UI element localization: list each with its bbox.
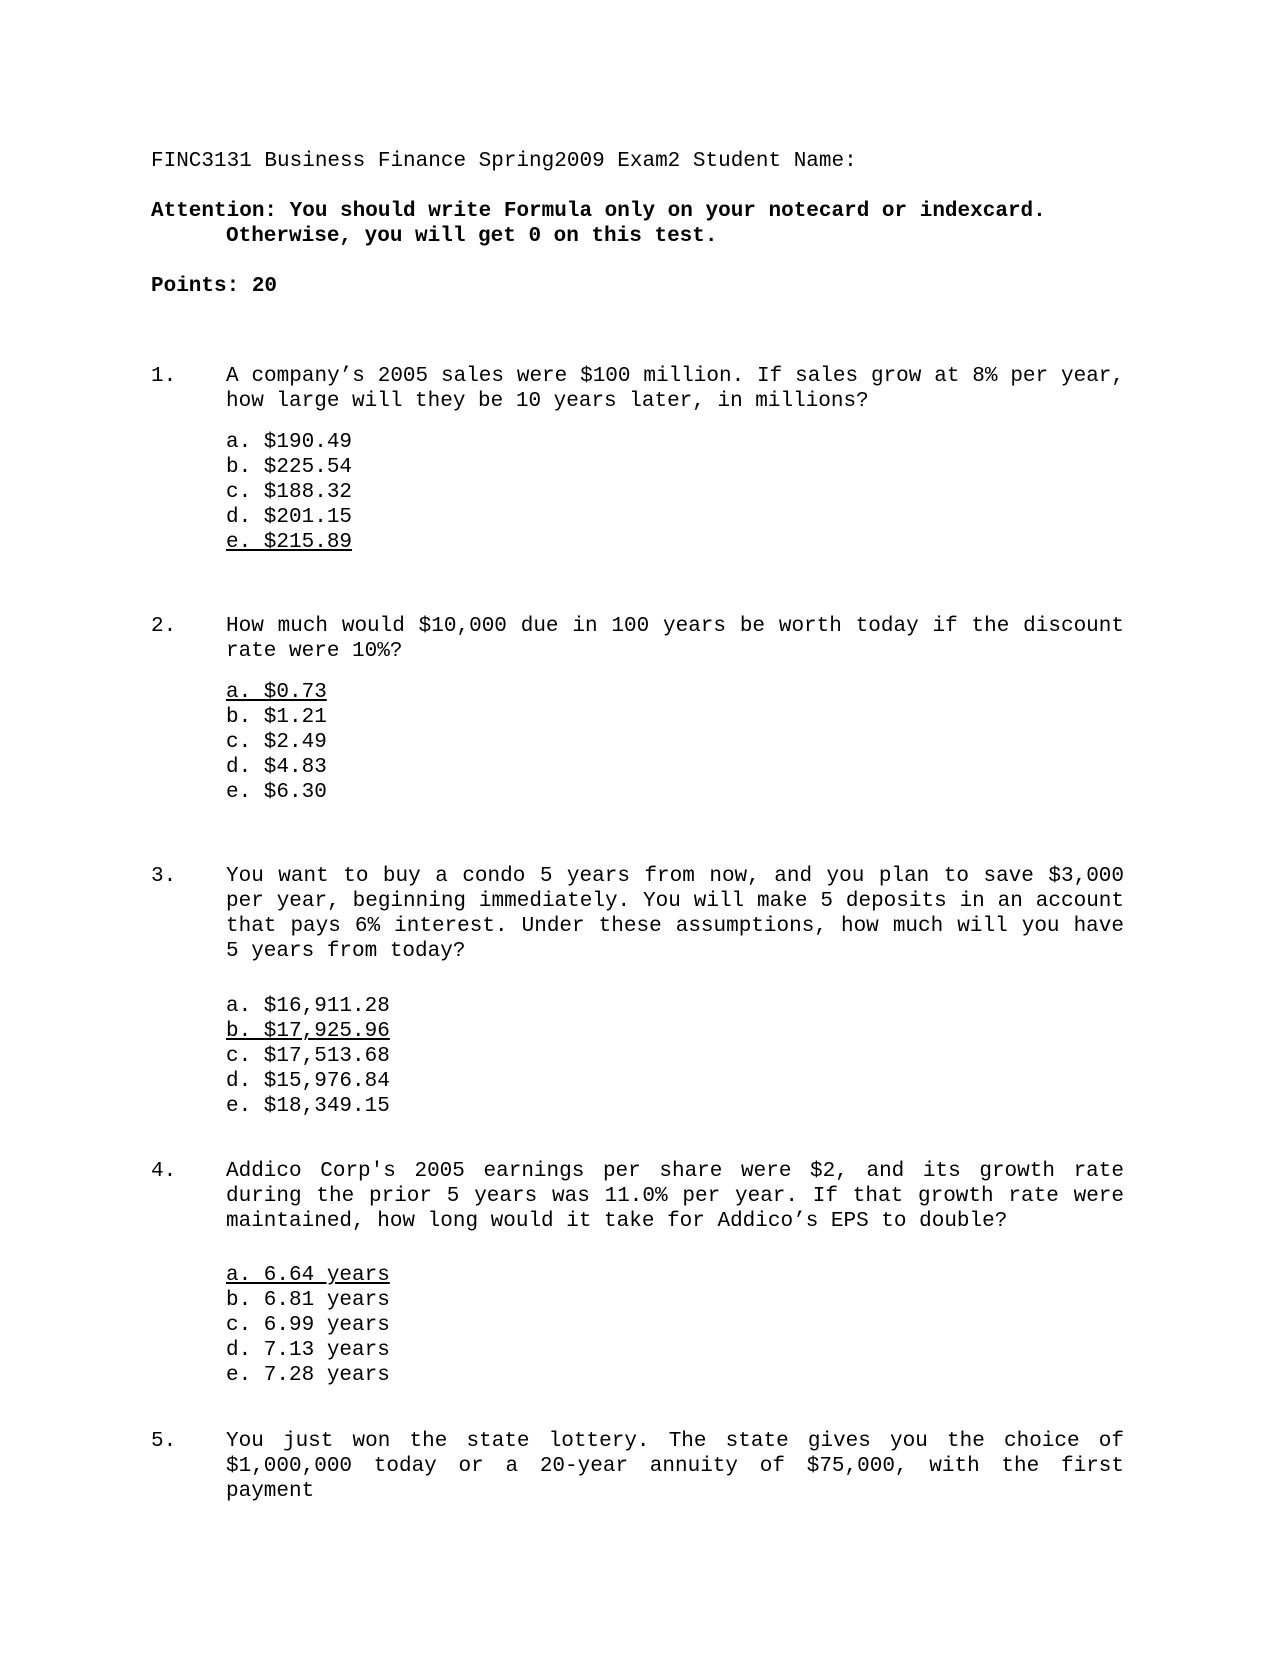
question-3-text: You want to buy a condo 5 years from now, and you plan to save $3,000 per year, beginning immediately. You will make 5 deposits in an account that pays 6% interest. Under these assumptions, how much will you have 5 years from today? (226, 865, 1124, 963)
choice-item: e. 7.28 years (226, 1364, 390, 1387)
question-2-text: How much would $10,000 due in 100 years be worth today if the discount rate were 10%? (226, 615, 1124, 663)
choice-item: b. $225.54 (226, 456, 353, 479)
question-3-choices (226, 994, 390, 1119)
question-2-choices (226, 680, 327, 805)
choice-item: a. $16,911.28 (226, 995, 390, 1018)
choice-item: a. 6.64 years (226, 1264, 390, 1287)
choice-item: c. 6.99 years (226, 1314, 390, 1337)
question-5-number: 5. (151, 1430, 177, 1453)
choice-item: a. $0.73 (226, 681, 327, 704)
choice-item: e. $18,349.15 (226, 1095, 390, 1118)
choice-item: c. $188.32 (226, 481, 353, 504)
choice-item: b. 6.81 years (226, 1289, 390, 1312)
question-5-text: You just won the state lottery. The state gives you the choice of $1,000,000 today or a 20-year annuity of $75,000, with the first payment (226, 1430, 1124, 1503)
choice-item: d. $15,976.84 (226, 1070, 390, 1093)
question-3-number: 3. (151, 865, 177, 888)
question-2-number: 2. (151, 615, 177, 638)
question-4-text: Addico Corp's 2005 earnings per share were $2, and its growth rate during the prior 5 years was 11.0% per year. If that growth rate were maintained, how long would it take for Addico’s EPS to double? (226, 1160, 1124, 1233)
question-1-number: 1. (151, 365, 177, 388)
attention-line-1: Attention: You should write Formula only on your notecard or indexcard. (151, 200, 1046, 223)
points-label: Points: 20 (151, 275, 278, 298)
choice-item: b. $17,925.96 (226, 1020, 390, 1043)
choice-item: c. $17,513.68 (226, 1045, 390, 1068)
question-4-choices (226, 1263, 390, 1388)
attention-line-2: Otherwise, you will get 0 on this test. (226, 225, 718, 248)
choice-item: a. $190.49 (226, 431, 353, 454)
choice-item: d. $201.15 (226, 506, 353, 529)
choice-item: d. 7.13 years (226, 1339, 390, 1362)
exam-title: FINC3131 Business Finance Spring2009 Exam2 Student Name: (151, 150, 857, 173)
choice-item: c. $2.49 (226, 731, 327, 754)
question-4-number: 4. (151, 1160, 177, 1183)
choice-item: e. $6.30 (226, 781, 327, 804)
choice-item: b. $1.21 (226, 706, 327, 729)
question-1-text: A company’s 2005 sales were $100 million. If sales grow at 8% per year, how large will they be 10 years later, in millions? (226, 365, 1124, 413)
choice-item: e. $215.89 (226, 531, 353, 554)
choice-item: d. $4.83 (226, 756, 327, 779)
question-1-choices (226, 430, 352, 555)
